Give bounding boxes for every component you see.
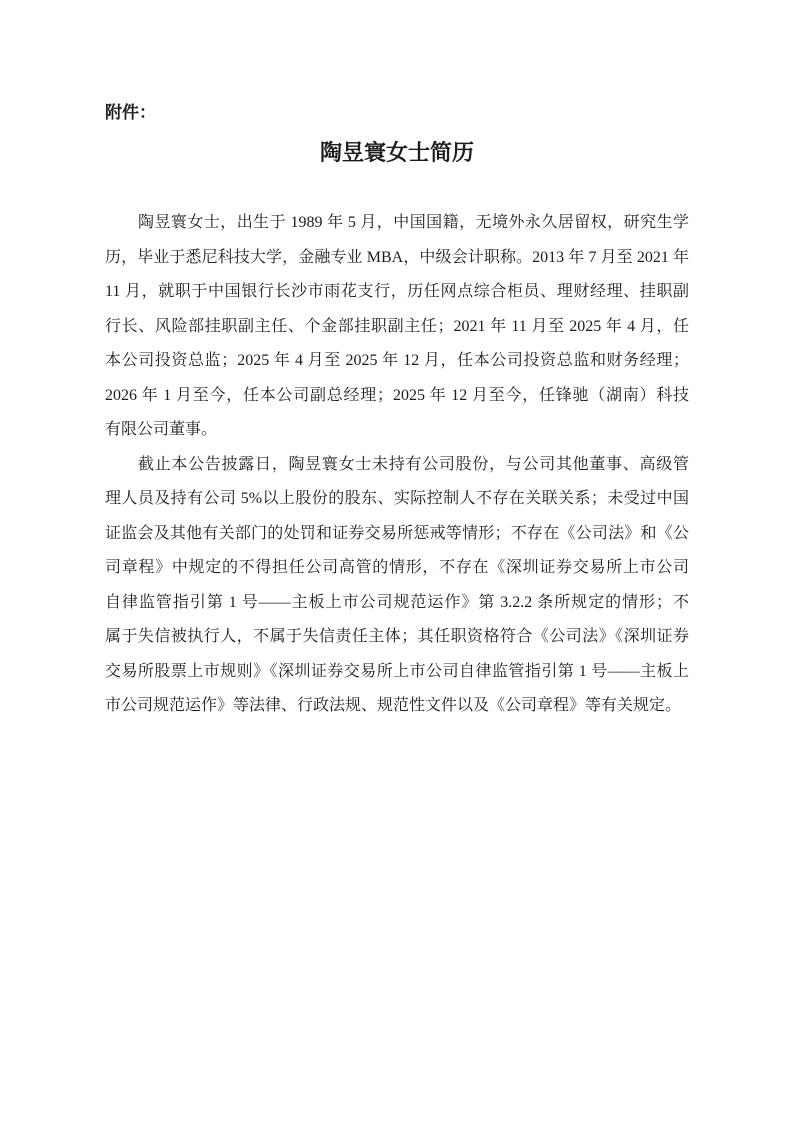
paragraph-line: 属于失信被执行人，不属于失信责任主体；其任职资格符合《公司法》《深圳证券 — [105, 628, 689, 645]
attachment-label: 附件： — [105, 103, 156, 122]
paragraph-line: 交易所股票上市规则》《深圳证券交易所上市公司自律监管指引第 1 号——主板上 — [105, 662, 689, 680]
paragraph-line: 理人员及持有公司 5%以上股份的股东、实际控制人不存在关联关系；未受过中国 — [105, 490, 689, 507]
paragraph-career — [105, 206, 689, 448]
document-title: 陶昱寰女士简历 — [319, 140, 474, 165]
paragraph-line: 司章程》中规定的不得担任公司高管的情形，不存在《深圳证券交易所上市公司 — [105, 559, 689, 576]
paragraph-line: 2026 年 1 月至今，任本公司副总经理；2025 年 12 月至今，任锋驰（湖南）科技 — [105, 386, 689, 404]
paragraph-line: 本公司投资总监；2025 年 4 月至 2025 年 12 月，任本公司投资总监和财务经理； — [105, 352, 689, 369]
paragraph-line: 11 月，就职于中国银行长沙市雨花支行，历任网点综合柜员、理财经理、挂职副 — [105, 283, 689, 300]
paragraph-line: 陶昱寰女士，出生于 1989 年 5 月，中国国籍，无境外永久居留权，研究生学 — [138, 214, 689, 231]
paragraph-line: 历，毕业于悉尼科技大学，金融专业 MBA，中级会计职称。2013 年 7 月至 2021 年 — [105, 248, 689, 266]
paragraph-line: 有限公司董事。 — [105, 421, 218, 438]
paragraph-line: 自律监管指引第 1 号——主板上市公司规范运作》第 3.2.2 条所规定的情形；不 — [105, 593, 689, 611]
paragraph-line: 截止本公告披露日，陶昱寰女士未持有公司股份，与公司其他董事、高级管 — [138, 455, 689, 473]
document-body — [105, 206, 689, 724]
paragraph-line: 市公司规范运作》等法律、行政法规、规范性文件以及《公司章程》等有关规定。 — [105, 697, 682, 714]
paragraph-disclosure — [105, 448, 689, 724]
paragraph-line: 证监会及其他有关部门的处罚和证券交易所惩戒等情形；不存在《公司法》和《公 — [105, 524, 689, 542]
paragraph-line: 行长、风险部挂职副主任、个金部挂职副主任；2021 年 11 月至 2025 年 4 月，任 — [105, 317, 689, 335]
